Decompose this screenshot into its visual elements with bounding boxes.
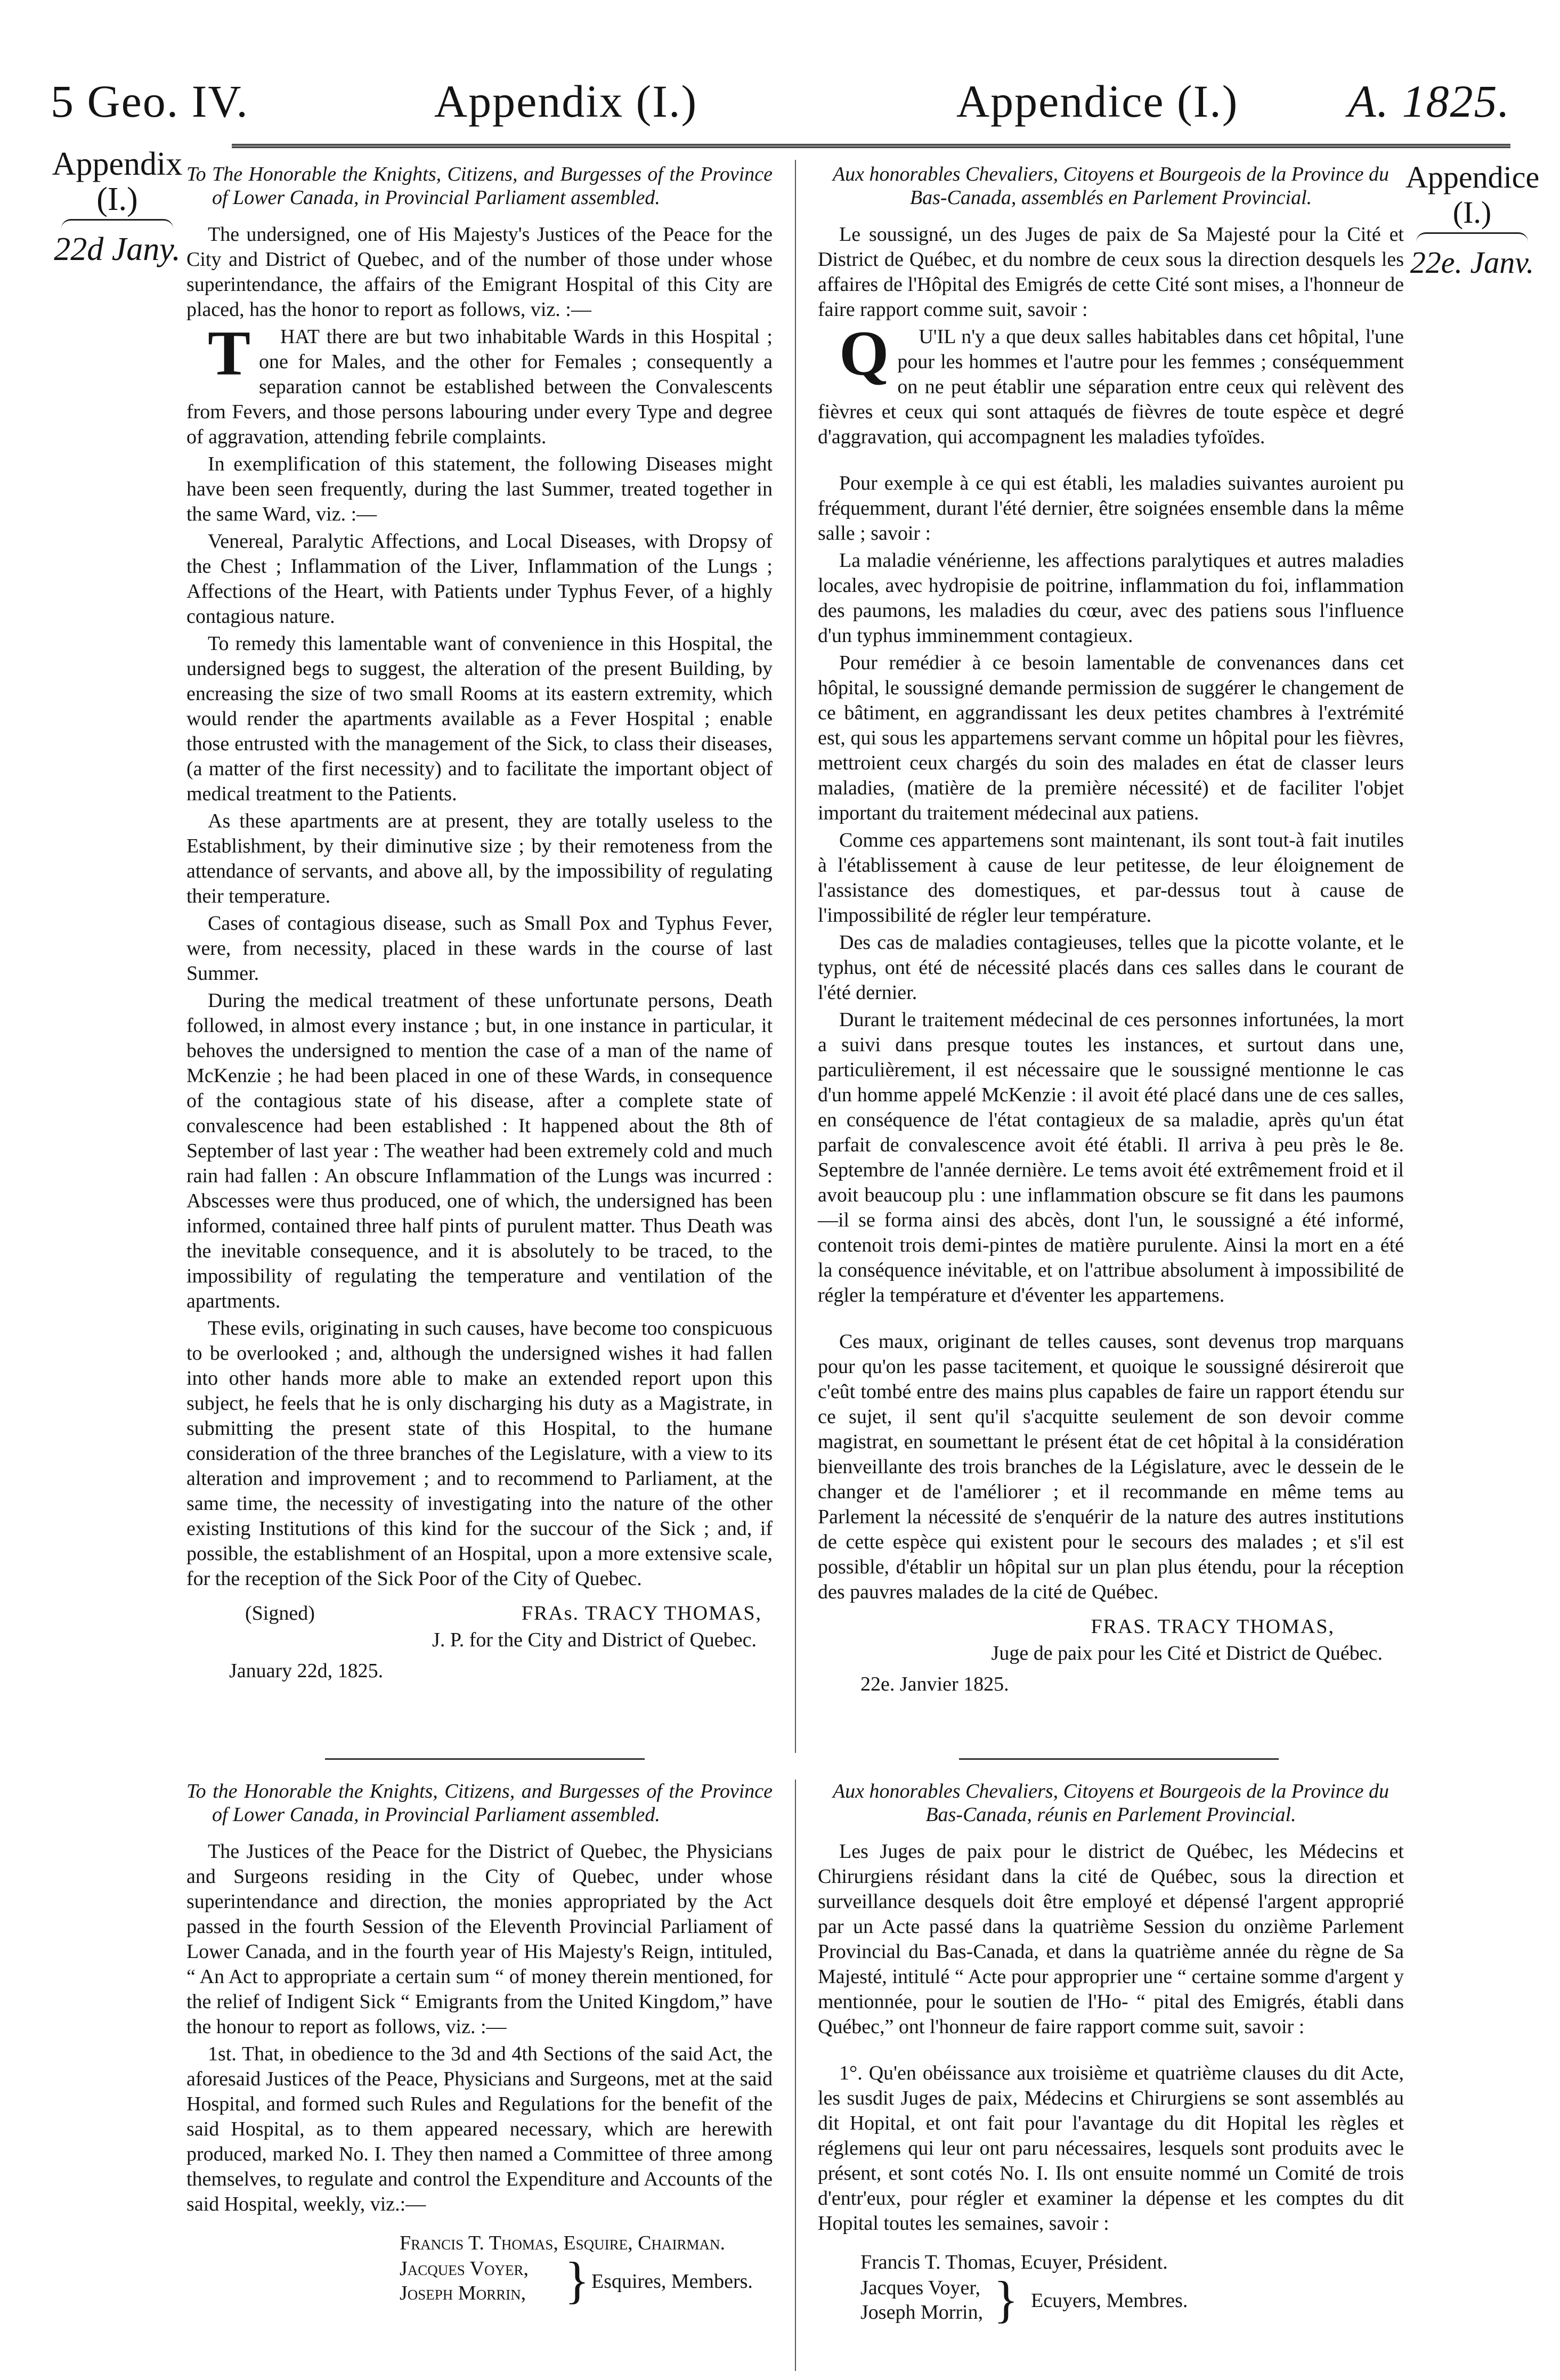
report-french	[818, 163, 1404, 1721]
paragraph: The Justices of the Peace for the District of Quebec, the Physicians and Surgeons residing in the City of Quebec, under whose superintendance and direction, the monies appropriated by the Act passed in the fourth Session of the Eleventh Provincial Parliament of Lower Canada, and in the fourth year of His Majesty's Reign, intituled, “ An Act to appropriate a certain sum “ of money therein mentioned, for the relief of Indigent Sick “ Emigrants from the United Kingdom,” have the honour to report as follows, viz. :—	[186, 1840, 773, 2038]
paragraph: THAT there are but two inhabitable Wards in this Hospital ; one for Males, and the other for Females ; consequently a separation cannot be established between the Convalescents from Fevers, and those persons labouring under every Type and degree of aggravation, attending febrile complaints.	[186, 318, 773, 448]
paragraph: As these apartments are at present, they are totally useless to the Establishment, by their diminutive size ; by their remoteness from the attendance of servants, and above all, by the impossibility of regulating their temperature.	[186, 810, 773, 907]
paragraph: Comme ces appartemens sont maintenant, ils sont tout-à fait inutiles à l'établissement à cause de leur petitesse, de leur éloignement de l'assistance des domestiques, et par-dessus tout à cause de l'impossibilité de régler leur température.	[818, 829, 1404, 927]
committee-list	[818, 2250, 1404, 2330]
committee-member: Joseph Morrin,	[400, 2282, 526, 2304]
signature-block	[818, 1614, 1404, 1721]
paragraph: Pour remédier à ce besoin lamentable de convenances dans cet hôpital, le soussigné demande permission de suggérer le changement de ce bâtiment, en aggrandissant les deux petites chambres à l'extrémité est, qui sous les appartemens servant comme un hôpital pour les fièvres, mettroient ceux chargés du soin des malades en état de classer leurs maladies, (matière de la première nécessité) et de faciliter l'objet important du traitement médecinal aux patiens.	[818, 652, 1404, 824]
address-heading: To the Honorable the Knights, Citizens, and Burgesses of the Province of Lower Canada, in Provincial Parliament assembled.	[186, 1780, 773, 1826]
header-appendix-english: Appendix (I.)	[434, 76, 698, 127]
column-divider	[795, 1780, 796, 2371]
members-role: Esquires, Members.	[591, 2270, 753, 2293]
paragraph: Venereal, Paralytic Affections, and Local Diseases, with Dropsy of the Chest ; Inflammation of the Liver, Inflammation of the Lungs ; Affections of the Heart, with Patients under Typhus Fever, of a highly contagious nature.	[186, 530, 773, 628]
section-rule	[325, 1758, 645, 1760]
justices-report-english	[186, 1780, 773, 2311]
paragraph: QU'IL n'y a que deux salles habitables dans cet hôpital, l'une pour les hommes et l'autre pour les femmes ; conséquemment on ne peut établir une séparation entre ceux qui relèvent des fièvres et ceux qui sont attaqués de fièvres de toute espèce et degré d'aggravation, qui accompagnent les maladies tyfoïdes.	[818, 318, 1404, 448]
margin-note-left	[51, 147, 184, 267]
paragraph: Durant le traitement médecinal de ces personnes infortunées, la mort a suivi dans presque toutes les instances, et surtout dans une, particulièrement, il est nécessaire que le soussigné mentionne le cas d'un homme appelé McKenzie : il avoit été placé dans une de ces salles, en conséquence de l'état contagieux de sa maladie, après qu'un état parfait de convalescence avoit été établi. Il arriva à peu près le 8e. Septembre de l'année dernière. Le tems avoit été extrêmement froid et il avoit beaucoup plu : une inflammation obscure se fit dans les paumons—il se forma ainsi des abcès, dont l'un, le soussigné a été informé, contenoit trois demi-pintes de matière purulente. Ainsi la mort en a été la conséquence inévitable, et on l'attribue absolument à impossibilité de régler la température et d'éventer les appartemens.	[818, 1009, 1404, 1306]
margin-appendice-label: Appendice	[1405, 160, 1540, 194]
margin-appendix-label: Appendix	[52, 146, 183, 182]
paragraph: To remedy this lamentable want of convenience in this Hospital, the undersigned begs to suggest, the alteration of the present Building, by encreasing the size of two small Rooms at its eastern extremity, which would render the apartments available as a Fever Hospital ; enable those entrusted with the management of the Sick, to class their diseases, (a matter of the first necessity) and to facilitate the important object of medical treatment to the Patients.	[186, 632, 773, 805]
brace-glyph: }	[565, 2252, 590, 2309]
signer-name: FRAs. TRACY THOMAS,	[521, 1602, 762, 1624]
page-header	[51, 69, 1510, 149]
margin-brace	[61, 219, 173, 229]
paragraph: Le soussigné, un des Juges de paix de Sa Majesté pour la Cité et District de Québec, et du nombre de ceux sous la direction desquels les affaires de l'Hôpital des Emigrés de cette Cité sont mises, a l'honneur de faire rapport comme suit, savoir :	[818, 223, 1404, 321]
paragraph: Des cas de maladies contagieuses, telles que la picotte volante, et le typhus, ont été de nécessité placés dans ces salles dans le courant de l'été dernier.	[818, 931, 1404, 1004]
committee-chairman: Francis T. Thomas, Ecuyer, Président.	[860, 2251, 1168, 2273]
section-rule	[959, 1758, 1279, 1760]
members-role: Ecuyers, Membres.	[1031, 2289, 1188, 2312]
paragraph: In exemplification of this statement, the following Diseases might have been seen frequently, during the last Summer, treated together in the same Ward, viz. :—	[186, 453, 773, 525]
paragraph: The undersigned, one of His Majesty's Justices of the Peace for the City and District of Quebec, and of the number of those under whose superintendance, the affairs of the Emigrant Hospital of this City are placed, has the honor to report as follows, viz. :—	[186, 223, 773, 321]
committee-member: Jacques Voyer,	[860, 2277, 981, 2299]
margin-brace	[1416, 232, 1528, 242]
paragraph: During the medical treatment of these unfortunate persons, Death followed, in almost every instance ; but, in one instance in particular, it behoves the undersigned to mention the case of a man of the name of McKenzie ; he had been placed in one of these Wards, in consequence of the contagious state of his disease, after a complete state of convalescence had been established : It happened about the 8th of September of last year : The weather had been extremely cold and much rain had fallen : An obscure Inflammation of the Lungs was incurred : Abscesses were thus produced, one of which, the undersigned has been informed, contained three half pints of purulent matter. Thus Death was the inevitable consequence, and it is absolutely to be traced, to the impossibility of regulating the temperature and ventilation of the apartments.	[186, 989, 773, 1312]
paragraph: These evils, originating in such causes, have become too conspicuous to be overlooked ; and, although the undersigned wishes it had fallen into other hands more able to make an extended report upon this subject, he feels that he is only discharging his duty as a Magistrate, in submitting the present state of this Hospital, to the humane consideration of the three branches of the Legislature, with a view to its alteration and improvement ; and to recommend to Parliament, at the same time, the necessity of investigating into the nature of the other existing Institutions of this kind for the succour of the Sick ; and, if possible, the establishment of an Hospital, upon a more extensive scale, for the reception of the Sick Poor of the City of Quebec.	[186, 1317, 773, 1590]
address-heading: To The Honorable the Knights, Citizens, and Burgesses of the Province of Lower Canada, in Provincial Parliament assembled.	[186, 163, 773, 209]
margin-note-right	[1405, 160, 1539, 280]
address-heading: Aux honorables Chevaliers, Citoyens et Bourgeois de la Province du Bas-Canada, réunis en Parlement Provincial.	[832, 1780, 1390, 1826]
signer-role: J. P. for the City and District of Quebec.	[432, 1629, 757, 1651]
header-rule	[232, 144, 1510, 148]
header-appendix-french: Appendice (I.)	[956, 76, 1239, 127]
report-date: January 22d, 1825.	[229, 1660, 384, 1682]
paragraph: Pour exemple à ce qui est établi, les maladies suivantes auroient pu fréquemment, durant l'été dernier, être soignées ensemble dans la même salle ; savoir :	[818, 472, 1404, 545]
committee-chairman: Francis T. Thomas, Esquire, Chairman.	[400, 2232, 725, 2254]
committee-member: Jacques Voyer,	[400, 2257, 529, 2280]
margin-appendice-sub: (I.)	[1452, 195, 1492, 230]
paragraph: Les Juges de paix pour le district de Québec, les Médecins et Chirurgiens résidant dans la cité de Québec, sous la direction et surveillance desquels doit être employé et dépensé l'argent approprié par un Acte passé dans la quatrième Session du onzième Parlement Provincial du Bas-Canada, et dans la quatrième année du règne de Sa Majesté, intitulé “ Acte pour approprier une “ certaine somme d'argent y mentionnée, pour le soutien de l'Ho- “ pital des Emigrés, établi dans Québec,” ont l'honneur de faire rapport comme suit, savoir :	[818, 1840, 1404, 2038]
paragraph: Cases of contagious disease, such as Small Pox and Typhus Fever, were, from necessity, placed in these wards in the course of last Summer.	[186, 912, 773, 985]
margin-date: 22e. Janv.	[1410, 245, 1534, 280]
paragraph: 1°. Qu'en obéissance aux troisième et quatrième clauses du dit Acte, les susdit Juges de paix, Médecins et Chirurgiens se sont assemblés au dit Hopital, et ont fait pour l'avantage du dit Hopital les règles et réglemens qui leur ont paru nécessaires, lesquels sont produits avec le présent, et sont cotés No. I. Ils ont ensuite nommé un Comité de trois d'entr'eux, pour régler et examiner la dépense et les comptes du dit Hopital toutes les semaines, savoir :	[818, 2062, 1404, 2235]
paragraph: La maladie vénérienne, les affections paralytiques et autres maladies locales, avec hydropisie de poitrine, inflammation du foi, inflammation des paumons, les maladies du cœur, avec des patiens sous l'influence d'un typhus imminemment contagieux.	[818, 549, 1404, 647]
signed-label: (Signed)	[245, 1602, 315, 1624]
address-heading: Aux honorables Chevaliers, Citoyens et Bourgeois de la Province du Bas-Canada, assemblés en Parlement Provincial.	[832, 163, 1390, 209]
margin-appendix-sub: (I.)	[96, 181, 138, 217]
header-year: A. 1825.	[1347, 76, 1510, 127]
brace-glyph: }	[994, 2271, 1019, 2328]
report-english	[186, 163, 773, 1708]
report-date: 22e. Janvier 1825.	[860, 1673, 1009, 1695]
signature-block	[186, 1601, 773, 1708]
justices-report-french	[818, 1780, 1404, 2330]
signer-name: FRAS. TRACY THOMAS,	[1091, 1615, 1335, 1638]
header-regnal-year: 5 Geo. IV.	[51, 76, 249, 127]
margin-date: 22d Jany.	[54, 231, 181, 267]
paragraph: Ces maux, originant de telles causes, sont devenus trop marquans pour qu'on les passe tacitement, et quoique le soussigné désireroit que c'eût tombé entre des mains plus capables de faire un rapport étendu sur ce sujet, il sent qu'il s'acquitte seulement de son devoir comme magistrat, en soumettant le présent état de cet hôpital à la considération bienveillante des trois branches de la Législature, avec le dessein de le changer et de l'améliorer ; et il recommande en même tems au Parlement la nécessité de s'enquérir de la nature des autres institutions de cette espèce qui existent pour le secours des malades ; et s'il est possible, d'établir un hôpital sur un plan plus étendu, pour la réception des pauvres malades de la cité de Québec.	[818, 1330, 1404, 1603]
paragraph: 1st. That, in obedience to the 3d and 4th Sections of the said Act, the aforesaid Justices of the Peace, Physicians and Surgeons, met at the said Hospital, and formed such Rules and Regulations for the benefit of the said Hospital, as to them appeared necessary, which are herewith produced, marked No. I. They then named a Committee of three among themselves, to regulate and control the Expenditure and Accounts of the said Hospital, weekly, viz.:—	[186, 2043, 773, 2215]
signer-role: Juge de paix pour les Cité et District de Québec.	[991, 1642, 1383, 1664]
committee-list	[186, 2231, 773, 2311]
column-divider	[795, 160, 796, 1753]
committee-member: Joseph Morrin,	[860, 2301, 984, 2324]
